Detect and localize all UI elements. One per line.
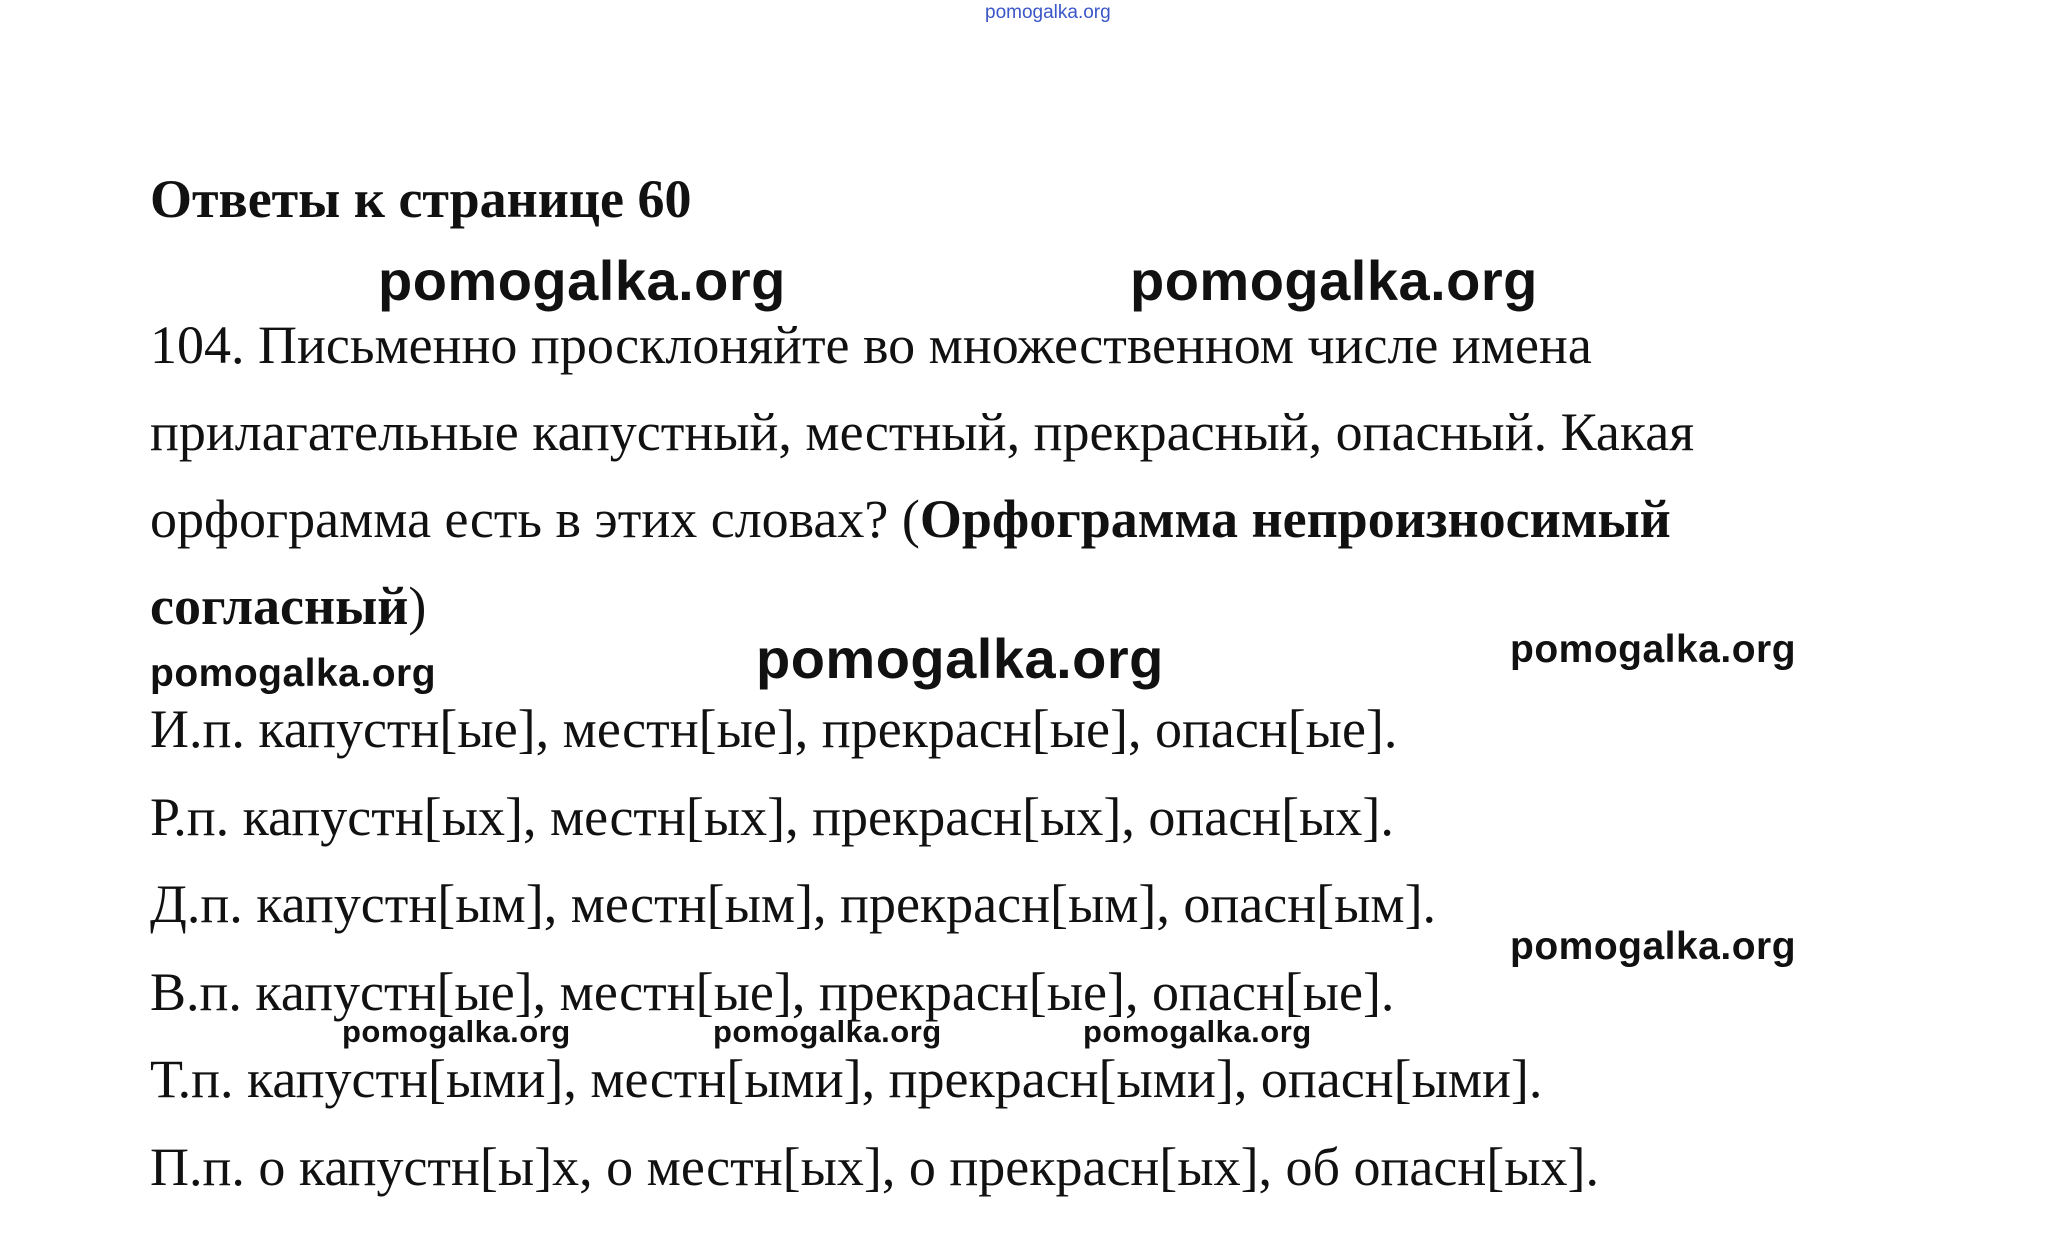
task-text-segment: ) xyxy=(408,576,427,636)
declension-row: Т.п. капустн[ыми], местн[ыми], прекрасн[ыми], опасн[ыми]. xyxy=(150,1049,1543,1109)
task-line: прилагательные капустный, местный, прекрасный, опасный. Какая xyxy=(150,402,1695,462)
declension-list xyxy=(150,686,1599,1211)
declension-row: И.п. капустн[ые], местн[ые], прекрасн[ые], опасн[ые]. xyxy=(150,699,1398,759)
declension-row: П.п. о капустн[ы]х, о местн[ых], о прекрасн[ых], об опасн[ых]. xyxy=(150,1136,1600,1197)
watermark: pomogalka.org xyxy=(1083,1014,1312,1049)
watermark: pomogalka.org xyxy=(378,249,786,312)
watermark: pomogalka.org xyxy=(150,652,437,695)
watermark: pomogalka.org xyxy=(1130,249,1538,312)
declension-row: В.п. капустн[ые], местн[ые], прекрасн[ые], опасн[ые]. xyxy=(150,961,1395,1022)
task-answer-bold: согласный xyxy=(150,576,409,636)
top-watermark: pomogalka.org xyxy=(985,2,1111,23)
watermark: pomogalka.org xyxy=(1510,925,1797,968)
task-text xyxy=(150,302,1950,650)
watermark: pomogalka.org xyxy=(342,1014,571,1049)
declension-row: Р.п. капустн[ых], местн[ых], прекрасн[ых], опасн[ых]. xyxy=(150,786,1394,847)
declension-row: Д.п. капустн[ым], местн[ым], прекрасн[ым], опасн[ым]. xyxy=(150,874,1437,934)
watermark: pomogalka.org xyxy=(1510,628,1797,671)
task-line xyxy=(150,476,1950,563)
task-answer-bold: Орфограмма непроизносимый xyxy=(919,489,1671,549)
task-line: 104. Письменно просклоняйте во множественном числе имена xyxy=(150,315,1592,375)
watermark: pomogalka.org xyxy=(756,627,1164,690)
page-title: Ответы к странице 60 xyxy=(150,169,692,229)
watermark: pomogalka.org xyxy=(713,1014,942,1049)
task-text-segment: орфограмма есть в этих словах? ( xyxy=(150,489,920,549)
